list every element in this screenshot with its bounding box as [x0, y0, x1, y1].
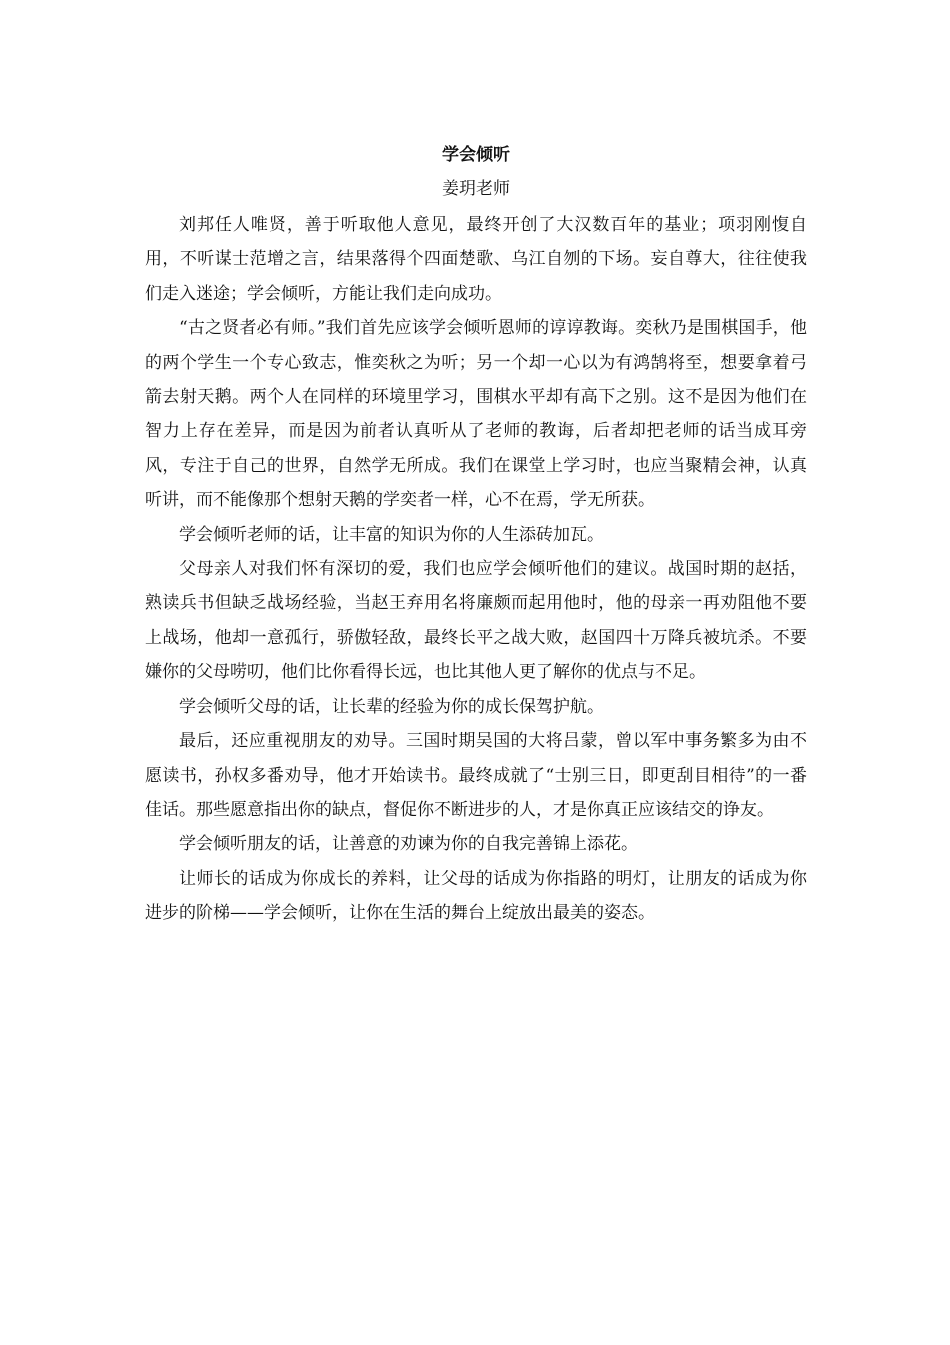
paragraph-5: 学会倾听父母的话，让长辈的经验为你的成长保驾护航。	[179, 696, 604, 717]
paragraph-2: “古之贤者必有师。”我们首先应该学会倾听恩师的谆谆教诲。奕秋乃是围棋国手，他的两个学生一个专心致志，惟奕秋之为听；另一个却一心以为有鸿鹄将至，想要拿着弓箭去射天鹅。两个人在同样的环境里学习，围棋水平却有高下之别。这不是因为他们在智力上存在差异，而是因为前者认真听从了老师的教诲，后者却把老师的话当成耳旁风，专注于自己的世界，自然学无所成。我们在课堂上学习时，也应当聚精会神，认真听讲，而不能像那个想射天鹅的学奕者一样，心不在焉，学无所获。	[145, 318, 807, 511]
paragraph-1: 刘邦任人唯贤，善于听取他人意见，最终开创了大汉数百年的基业；项羽刚愎自用，不听谋士范增之言，结果落得个四面楚歌、乌江自刎的下场。妄自尊大，往往使我们走入迷途；学会倾听，方能让我们走向成功。	[145, 215, 807, 304]
paragraph-8: 让师长的话成为你成长的养料，让父母的话成为你指路的明灯，让朋友的话成为你进步的阶梯——学会倾听，让你在生活的舞台上绽放出最美的姿态。	[145, 868, 807, 924]
document-author: 姜玥老师	[442, 179, 510, 199]
paragraph-3: 学会倾听老师的话，让丰富的知识为你的人生添砖加瓦。	[179, 524, 604, 545]
paragraph-4: 父母亲人对我们怀有深切的爱，我们也应学会倾听他们的建议。战国时期的赵括，熟读兵书但缺乏战场经验，当赵王弃用名将廉颇而起用他时，他的母亲一再劝阻他不要上战场，他却一意孤行，骄傲轻敌，最终长平之战大败，赵国四十万降兵被坑杀。不要嫌你的父母唠叨，他们比你看得长远，也比其他人更了解你的优点与不足。	[145, 559, 807, 683]
paragraph-6: 最后，还应重视朋友的劝导。三国时期吴国的大将吕蒙，曾以军中事务繁多为由不愿读书，孙权多番劝导，他才开始读书。最终成就了“士别三日，即更刮目相待”的一番佳话。那些愿意指出你的缺点，督促你不断进步的人，才是你真正应该结交的诤友。	[145, 731, 807, 820]
document-title: 学会倾听	[442, 145, 510, 165]
document-page	[145, 138, 807, 931]
paragraph-7: 学会倾听朋友的话，让善意的劝谏为你的自我完善锦上添花。	[179, 834, 638, 855]
